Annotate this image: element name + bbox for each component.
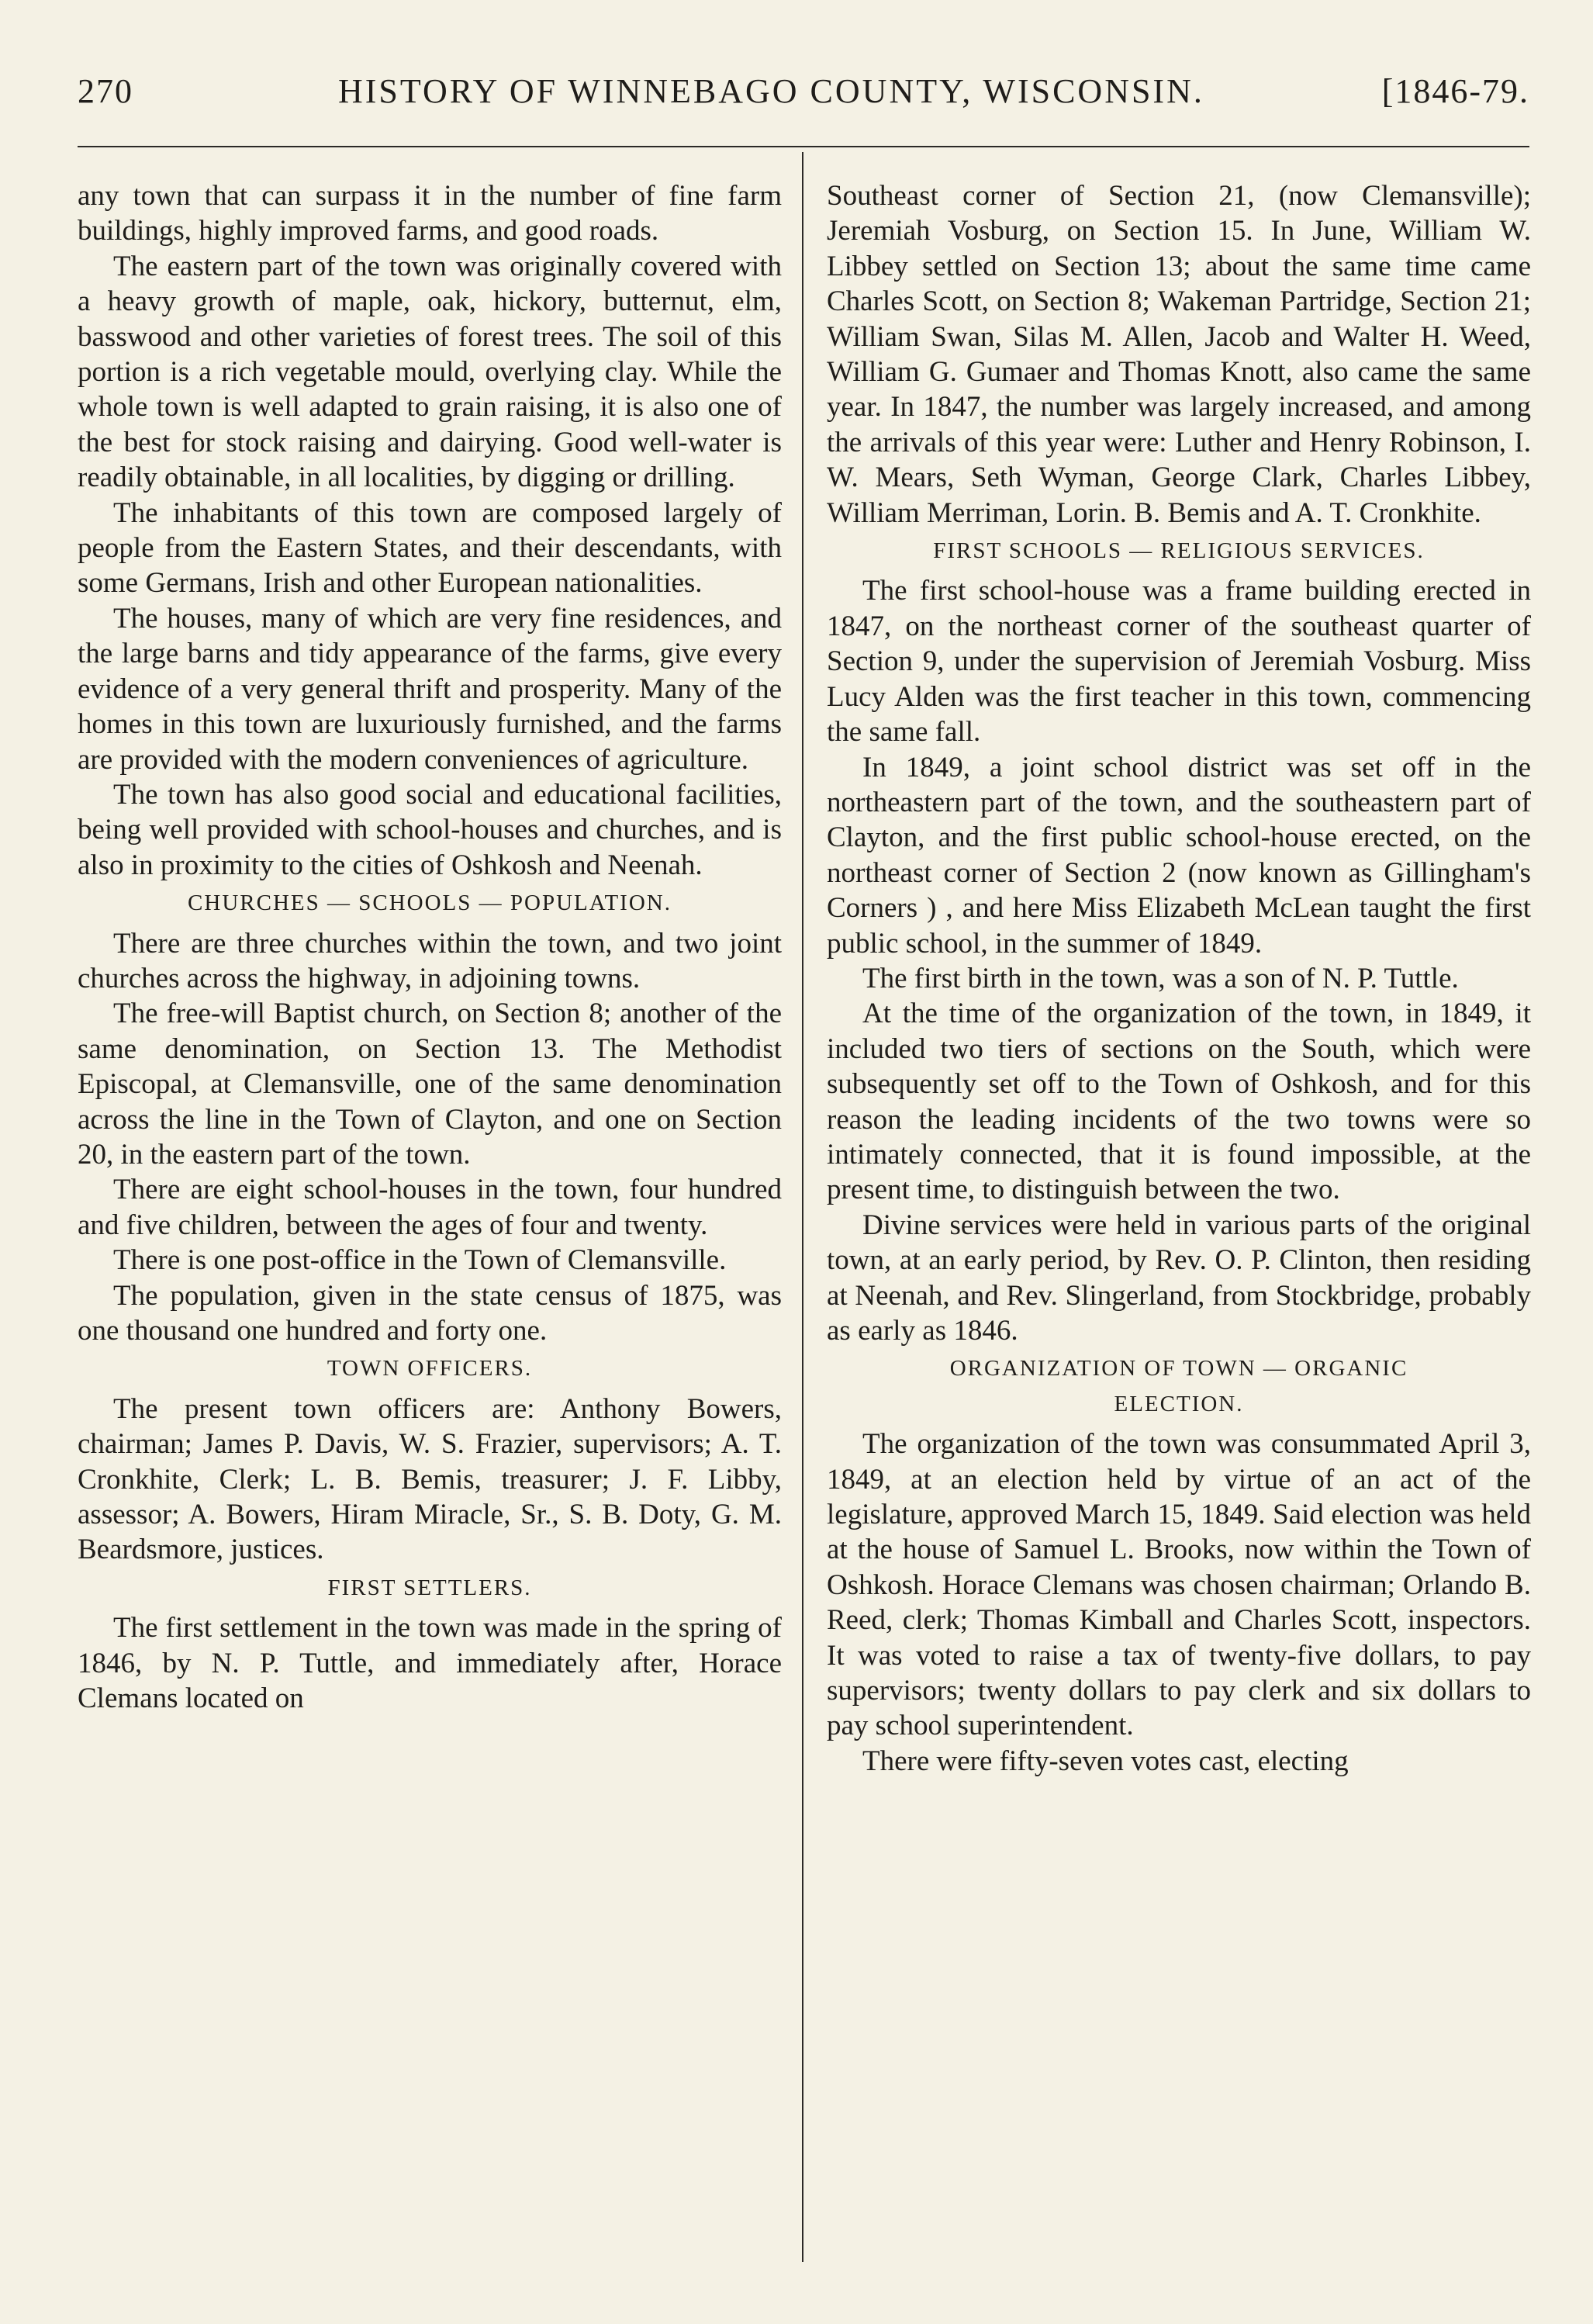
paragraph: The first school-house was a frame building erected in 1847, on the northeast corner of the southeast quarter of Section 9, under the supervision of Jeremiah Vosburg. Miss Lucy Alden was the first teacher in this town, commencing the same fall.	[827, 575, 1531, 749]
column-divider	[802, 152, 803, 2262]
left-column	[78, 178, 782, 1716]
section-heading: FIRST SETTLERS.	[327, 1575, 532, 1600]
paragraph: The eastern part of the town was originally covered with a heavy growth of maple, oak, hickory, butternut, elm, basswood and other varieties of forest trees. The soil of this portion is a rich vegetable mould, overlying clay. While the whole town is well adapted to grain raising, it is also one of the best for stock raising and dairying. Good well-water is readily obtainable, in all localities, by digging or drilling.	[78, 250, 782, 494]
paragraph: The population, given in the state census of 1875, was one thousand one hundred and forty one.	[78, 1279, 782, 1347]
paragraph: any town that can surpass it in the number of fine farm buildings, highly improved farms, and good roads.	[78, 180, 782, 247]
paragraph: The organization of the town was consummated April 3, 1849, at an election held by virtue of an act of the legislature, approved March 15, 1849. Said election was held at the house of Samuel L. Brooks, now within the Town of Oshkosh. Horace Clemans was chosen chairman; Orlando B. Reed, clerk; Thomas Kimball and Charles Scott, inspectors. It was voted to raise a tax of twenty-five dollars, to pay supervisors; twenty dollars to pay clerk and six dollars to pay school superintendent.	[827, 1428, 1531, 1742]
paragraph: The first settlement in the town was made in the spring of 1846, by N. P. Tuttle, and immediately after, Horace Clemans located on	[78, 1612, 782, 1715]
right-column	[827, 178, 1531, 1779]
paragraph: The free-will Baptist church, on Section 8; another of the same denomination, on Section 13. The Methodist Episcopal, at Clemansville, one of the same denomination across the line in the Town of Clayton, and one on Section 20, in the eastern part of the town.	[78, 998, 782, 1171]
paragraph: Southeast corner of Section 21, (now Clemansville); Jeremiah Vosburg, on Section 15. In June, William W. Libbey settled on Section 13; about the same time came Charles Scott, on Section 8; Wakeman Partridge, Section 21; William Swan, Silas M. Allen, Jacob and Walter H. Weed, William G. Gumaer and Thomas Knott, also came the same year. In 1847, the number was largely increased, and among the arrivals of this year were: Luther and Henry Robinson, I. W. Mears, Seth Wyman, George Clark, Charles Libbey, William Merriman, Lorin. B. Bemis and A. T. Cronkhite.	[827, 180, 1531, 529]
year-range: [1846-79.	[1381, 72, 1529, 110]
section-heading: CHURCHES — SCHOOLS — POPULATION.	[188, 891, 672, 916]
paragraph: Divine services were held in various parts of the original town, at an early period, by Rev. O. P. Clinton, then residing at Neenah, and Rev. Slingerland, from Stockbridge, probably as early as 1846.	[827, 1209, 1531, 1347]
paragraph: The inhabitants of this town are composed largely of people from the Eastern States, and their descendants, with some Germans, Irish and other European nationalities.	[78, 496, 782, 600]
section-heading	[827, 1348, 1531, 1427]
paragraph: At the time of the organization of the town, in 1849, it included two tiers of sections on the South, which were subsequently set off to the Town of Oshkosh, and for this reason the leading incidents of the two towns were so intimately connected, that it is found impossible, at the present time, to distinguish between the two.	[827, 998, 1531, 1206]
paragraph: There are three churches within the town, and two joint churches across the highway, in adjoining towns.	[78, 927, 782, 994]
paragraph: In 1849, a joint school district was set off in the northeastern part of the town, and the southeastern part of Clayton, and the first public school-house erected, on the northeast corner of Section 2 (now known as Gillingham's Corners ) , and here Miss Elizabeth McLean taught the first public school, in the summer of 1849.	[827, 751, 1531, 960]
page-number: 270	[78, 72, 133, 110]
paragraph: The houses, many of which are very fine residences, and the large barns and tidy appearance of the farms, give every evidence of a very general thrift and prosperity. Many of the homes in this town are luxuriously furnished, and the farms are provided with the modern conveniences of agriculture.	[78, 602, 782, 776]
running-title: HISTORY OF WINNEBAGO COUNTY, WISCONSIN.	[338, 72, 1204, 110]
page-header	[78, 71, 1529, 118]
paragraph: There is one post-office in the Town of Clemansville.	[113, 1244, 727, 1277]
paragraph: There were fifty-seven votes cast, electing	[862, 1745, 1349, 1777]
section-heading-line2: ELECTION.	[1114, 1391, 1244, 1416]
section-heading-line1: ORGANIZATION OF TOWN — ORGANIC	[949, 1356, 1408, 1382]
paragraph: The first birth in the town, was a son of N. P. Tuttle.	[862, 962, 1459, 994]
section-heading: TOWN OFFICERS.	[327, 1356, 533, 1382]
paragraph: There are eight school-houses in the town, four hundred and five children, between the ages of four and twenty.	[78, 1174, 782, 1241]
header-rule	[78, 146, 1529, 147]
paragraph: The town has also good social and educational facilities, being well provided with school-houses and churches, and is also in proximity to the cities of Oshkosh and Neenah.	[78, 778, 782, 881]
section-heading: FIRST SCHOOLS — RELIGIOUS SERVICES.	[933, 538, 1425, 564]
paragraph: The present town officers are: Anthony Bowers, chairman; James P. Davis, W. S. Frazier, supervisors; A. T. Cronkhite, Clerk; L. B. Bemis, treasurer; J. F. Libby, assessor; A. Bowers, Hiram Miracle, Sr., S. B. Doty, G. M. Beardsmore, justices.	[78, 1392, 782, 1566]
